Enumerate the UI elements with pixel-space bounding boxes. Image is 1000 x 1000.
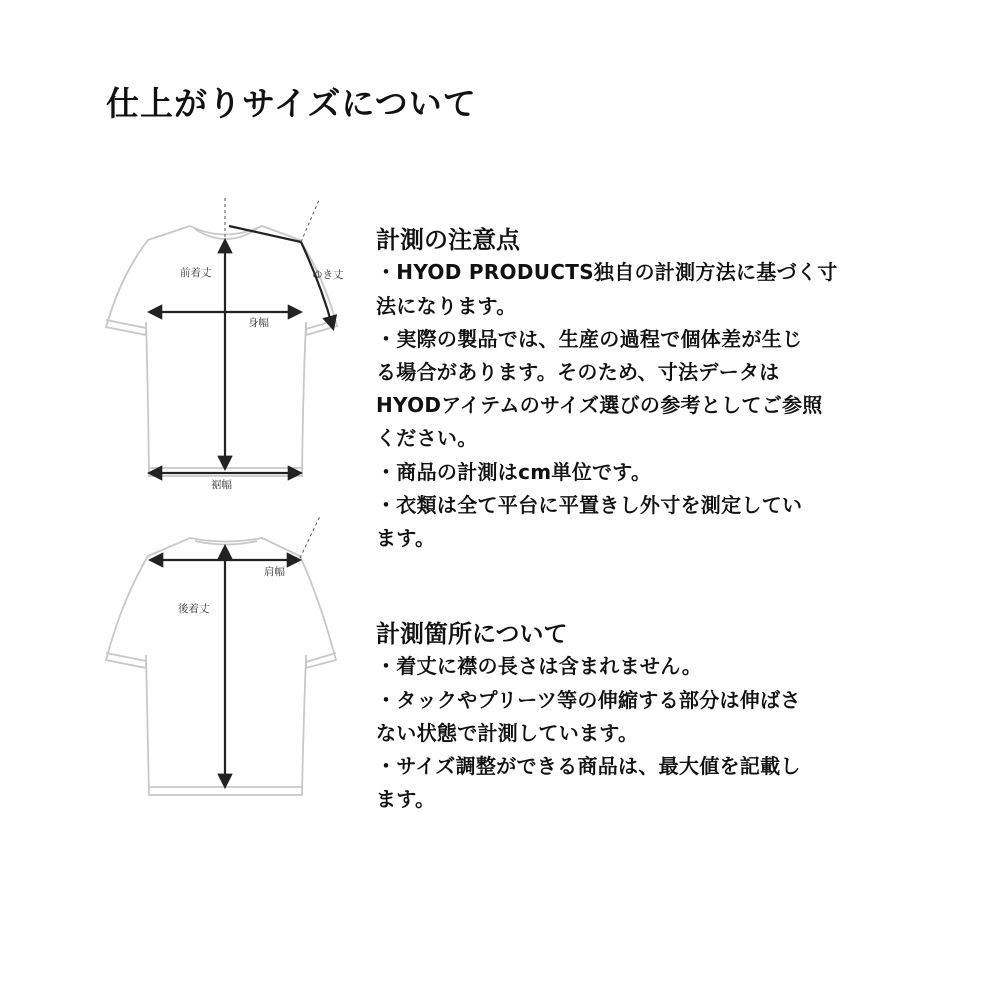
points-line: ・着丈に襟の長さは含まれません。 <box>376 654 702 679</box>
back-length-label: 後着丈 <box>178 603 210 615</box>
measurement-points-heading: 計測箇所について <box>376 620 568 648</box>
back-measure-lines <box>151 547 299 786</box>
body-width-label: 身幅 <box>248 317 269 329</box>
front-length-label: 前着丈 <box>180 267 212 279</box>
notes-line: ・商品の計測はcm単位です。 <box>376 459 652 484</box>
measurement-points-section <box>376 618 916 816</box>
hem-width-label: 裾幅 <box>211 479 232 491</box>
shoulder-width-label: 肩幅 <box>264 566 285 578</box>
notes-line: ください。 <box>376 426 478 451</box>
page-title: 仕上がりサイズについて <box>106 84 477 123</box>
tshirt-measurement-diagram <box>0 0 360 840</box>
back-tshirt-outline <box>106 538 336 795</box>
points-line: ・サイズ調整ができる商品は、最大値を記載し <box>376 754 801 778</box>
notes-line: ・実際の製品では、生産の過程で個体差が生じ <box>376 326 803 351</box>
notes-line: ます。 <box>376 526 436 551</box>
front-tshirt-outline <box>106 226 337 476</box>
points-line: ・タックやプリーツ等の伸縮する部分は伸ばさ <box>376 687 801 712</box>
notes-line: る場合があります。そのため、寸法データは <box>376 360 780 384</box>
measurement-notes-section <box>376 224 916 555</box>
points-line: ます。 <box>376 787 436 812</box>
notes-line: HYODアイテムのサイズ選びの参考としてご参照 <box>376 393 823 418</box>
points-line: ない状態で計測しています。 <box>376 720 639 745</box>
measurement-notes-heading: 計測の注意点 <box>376 226 520 254</box>
sleeve-length-label: ゆき丈 <box>312 269 344 281</box>
notes-line: ・HYOD PRODUCTS独自の計測方法に基づく寸 <box>376 260 838 285</box>
notes-line: 法になります。 <box>376 293 517 318</box>
notes-line: ・衣類は全て平台に平置きし外寸を測定してい <box>376 492 803 517</box>
back-guide-lines <box>300 516 320 558</box>
